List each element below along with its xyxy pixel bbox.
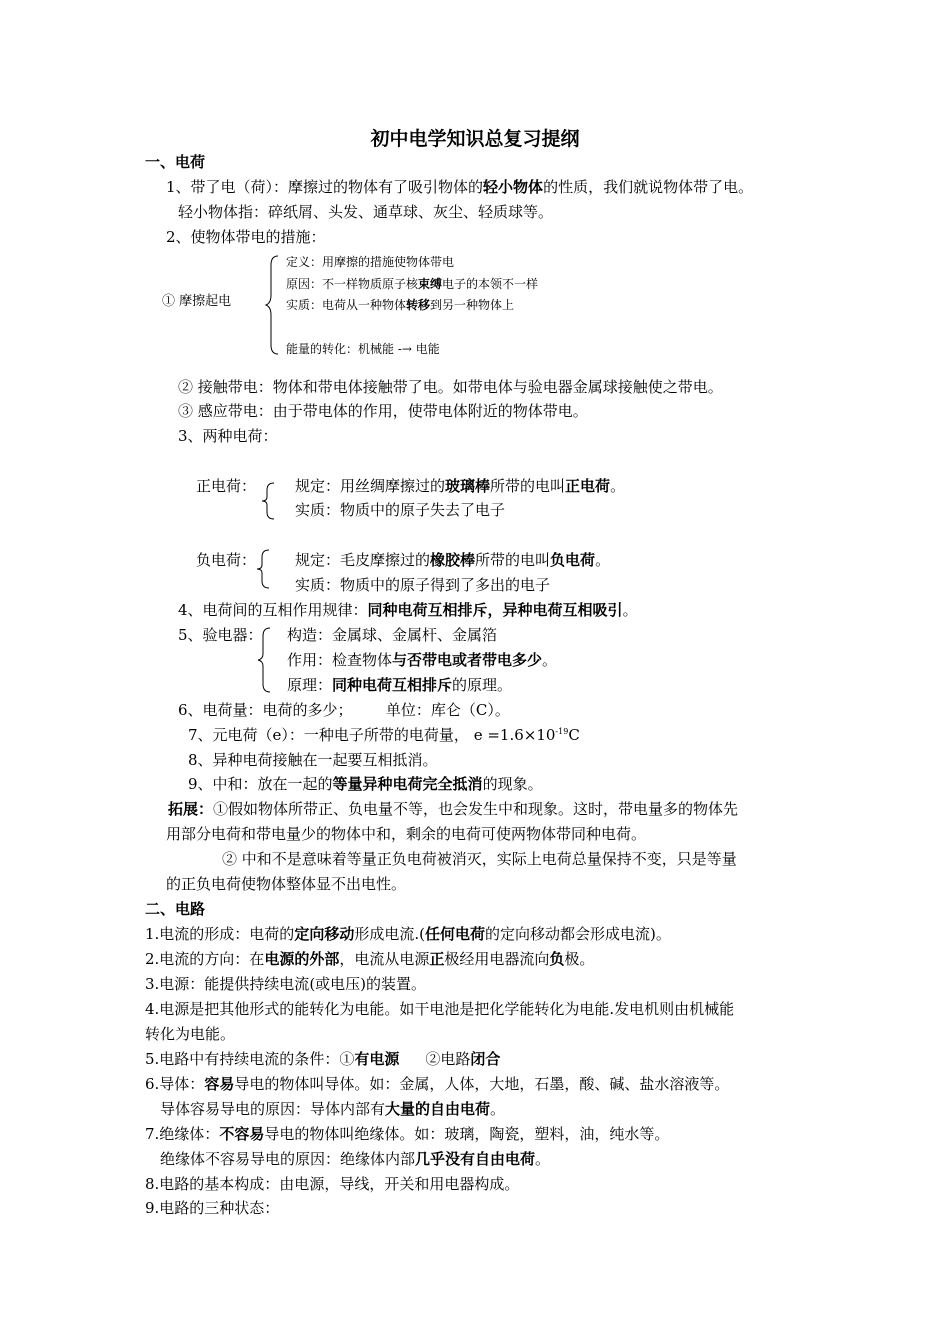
friction-essence: 实质：电荷从一种物体转移到另一种物体上 — [286, 298, 515, 312]
negative-charge-rule: 规定：毛皮摩擦过的橡胶棒所带的电叫负电荷。 — [295, 551, 611, 569]
friction-definition: 定义：用摩擦的措施使物体带电 — [286, 255, 455, 269]
circuit-item-4: 4.电源是把其他形式的能转化为电能。如干电池是把化学能转化为电能.发电机则由机械能 — [145, 1000, 735, 1018]
negative-charge-essence: 实质：物质中的原子得到了多出的电子 — [295, 576, 551, 594]
friction-energy: 能量的转化：机械能 -→ 电能 — [286, 342, 440, 356]
circuit-item-8: 8.电路的基本构成：由电源，导线，开关和用电器构成。 — [145, 1175, 520, 1193]
item-9-neutralization: 9、中和：放在一起的等量异种电荷完全抵消的现象。 — [188, 775, 543, 793]
electroscope-brace — [258, 627, 272, 693]
item-3-two-charges: 3、两种电荷： — [178, 427, 278, 445]
circuit-item-4-cont: 转化为电能。 — [145, 1025, 236, 1043]
friction-cause: 原因：不一样物质原子核束缚电子的本领不一样 — [286, 277, 539, 291]
extension-line-4: 的正负电荷使物体整体显不出电性。 — [166, 875, 407, 893]
circuit-item-2: 2.电流的方向：在电源的外部，电流从电源正极经用电器流向负极。 — [145, 950, 595, 968]
extension-line-1: 拓展：①假如物体所带正、负电量不等，也会发生中和现象。这时，带电量多的物体先 — [168, 800, 739, 818]
item-8-cancel: 8、异种电荷接触在一起要互相抵消。 — [188, 751, 438, 769]
item-7-elementary-charge: 7、元电荷（e）：一种电子所带的电荷量， $e =1.6\times 10^{-19}C$ — [188, 726, 580, 744]
positive-charge-brace — [262, 482, 276, 520]
positive-charge-essence: 实质：物质中的原子失去了电子 — [295, 501, 506, 519]
electroscope-label: 5、验电器： — [178, 626, 263, 644]
negative-charge-brace — [257, 549, 271, 589]
circuit-item-6-reason: 导体容易导电的原因：导体内部有大量的自由电荷。 — [160, 1100, 506, 1118]
circuit-item-3: 3.电源：能提供持续电流(或电压)的装置。 — [145, 975, 427, 993]
document-title: 初中电学知识总复习提纲 — [370, 128, 580, 150]
section-heading-circuit: 二、电路 — [145, 900, 206, 918]
electroscope-build: 构造：金属球、金属杆、金属箔 — [287, 626, 498, 644]
friction-brace — [266, 255, 280, 355]
item-1-light-objects: 轻小物体指：碎纸屑、头发、通草球、灰尘、轻质球等。 — [178, 203, 554, 221]
circuit-item-1: 1.电流的形成：电荷的定向移动形成电流.(任何电荷的定向移动都会形成电流)。 — [145, 925, 671, 943]
item-4-interaction: 4、电荷间的互相作用规律：同种电荷互相排斥，异种电荷互相吸引。 — [178, 601, 638, 619]
friction-label: ① 摩擦起电 — [162, 294, 232, 309]
circuit-item-7: 7.绝缘体：不容易导电的物体叫绝缘体。如：玻璃，陶瓷，塑料，油，纯水等。 — [145, 1125, 670, 1143]
negative-charge-label: 负电荷： — [196, 551, 257, 569]
positive-charge-rule: 规定：用丝绸摩擦过的玻璃棒所带的电叫正电荷。 — [295, 477, 626, 495]
circuit-item-6: 6.导体：容易导电的物体叫导体。如：金属，人体，大地，石墨，酸、碱、盐水溶液等。 — [145, 1075, 730, 1093]
positive-charge-label: 正电荷： — [196, 477, 257, 495]
circuit-item-5: 5.电路中有持续电流的条件：①有电源 ②电路闭合 — [145, 1050, 501, 1068]
contact-charging: ② 接触带电：物体和带电体接触带了电。如带电体与验电器金属球接触使之带电。 — [178, 378, 723, 396]
item-2-methods: 2、使物体带电的措施： — [166, 228, 326, 246]
section-heading-charge: 一、电荷 — [145, 153, 206, 171]
item-6-charge-quantity: 6、电荷量：电荷的多少； 单位：库仑（C）。 — [178, 701, 510, 719]
extension-line-2: 用部分电荷和带电量少的物体中和，剩余的电荷可使两物体带同种电荷。 — [166, 825, 647, 843]
electroscope-use: 作用：检查物体与否带电或者带电多少。 — [287, 651, 558, 669]
induction-charging: ③ 感应带电：由于带电体的作用，使带电体附近的物体带电。 — [178, 402, 588, 420]
extension-line-3: ② 中和不是意味着等量正负电荷被消灭，实际上电荷总量保持不变，只是等量 — [222, 850, 737, 868]
item-1-charged: 1、带了电（荷）：摩擦过的物体有了吸引物体的轻小物体的性质，我们就说物体带了电。 — [166, 178, 754, 196]
circuit-item-9: 9.电路的三种状态： — [145, 1199, 280, 1217]
circuit-item-7-reason: 绝缘体不容易导电的原因：绝缘体内部几乎没有自由电荷。 — [160, 1150, 551, 1168]
electroscope-principle: 原理：同种电荷互相排斥的原理。 — [287, 676, 513, 694]
